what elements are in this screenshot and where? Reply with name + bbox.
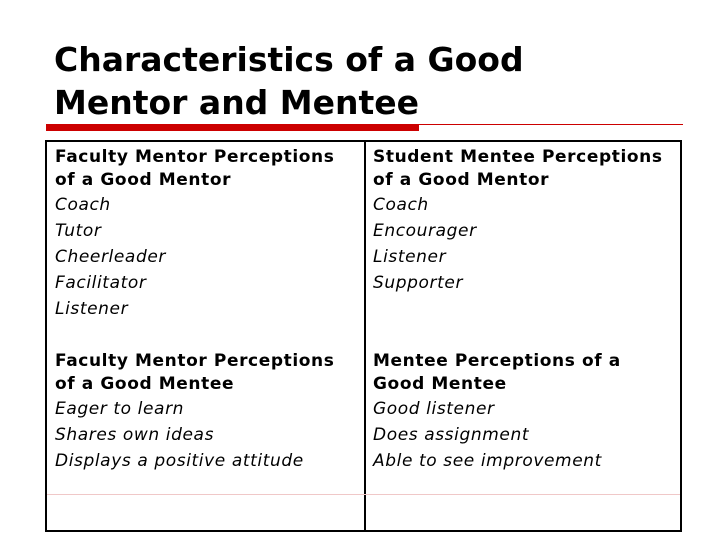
cell-mentee-mentee [373, 350, 621, 474]
list-item: Tutor [55, 221, 102, 241]
list-item: Facilitator [55, 273, 147, 293]
cell-heading-line-2: of a Good Mentee [55, 374, 235, 394]
list-item: Able to see improvement [373, 451, 602, 471]
slide-title-line-1: Characteristics of a Good [54, 40, 524, 79]
cell-heading-line-1: Mentee Perceptions of a [373, 351, 621, 371]
cell-heading-line-1: Faculty Mentor Perceptions [55, 351, 335, 371]
slide-title-line-2: Mentor and Mentee [54, 83, 420, 122]
cell-heading-line-2: of a Good Mentor [55, 170, 232, 190]
cell-heading-line-1: Faculty Mentor Perceptions [55, 147, 335, 167]
list-item: Shares own ideas [55, 425, 215, 445]
title-underline-accent [46, 124, 419, 131]
list-item: Eager to learn [55, 399, 185, 419]
list-item: Supporter [373, 273, 464, 293]
cell-faculty-mentor [55, 146, 334, 322]
cell-heading-line-2: of a Good Mentor [373, 170, 550, 190]
perceptions-table [45, 140, 682, 532]
list-item: Displays a positive attitude [55, 451, 304, 471]
list-item: Listener [373, 247, 447, 267]
list-item: Coach [373, 195, 429, 215]
list-item: Good listener [373, 399, 495, 419]
list-item: Cheerleader [55, 247, 166, 267]
list-item: Coach [55, 195, 111, 215]
cell-heading-line-2: Good Mentee [373, 374, 507, 394]
list-item: Does assignment [373, 425, 530, 445]
list-item: Encourager [373, 221, 477, 241]
cell-student-mentee-mentor [373, 146, 663, 296]
list-item: Listener [55, 299, 129, 319]
slide-title [54, 38, 694, 124]
column-divider [364, 142, 366, 530]
cell-heading-line-1: Student Mentee Perceptions [373, 147, 663, 167]
cell-faculty-mentee [55, 350, 334, 474]
table-guide-line [47, 494, 680, 495]
